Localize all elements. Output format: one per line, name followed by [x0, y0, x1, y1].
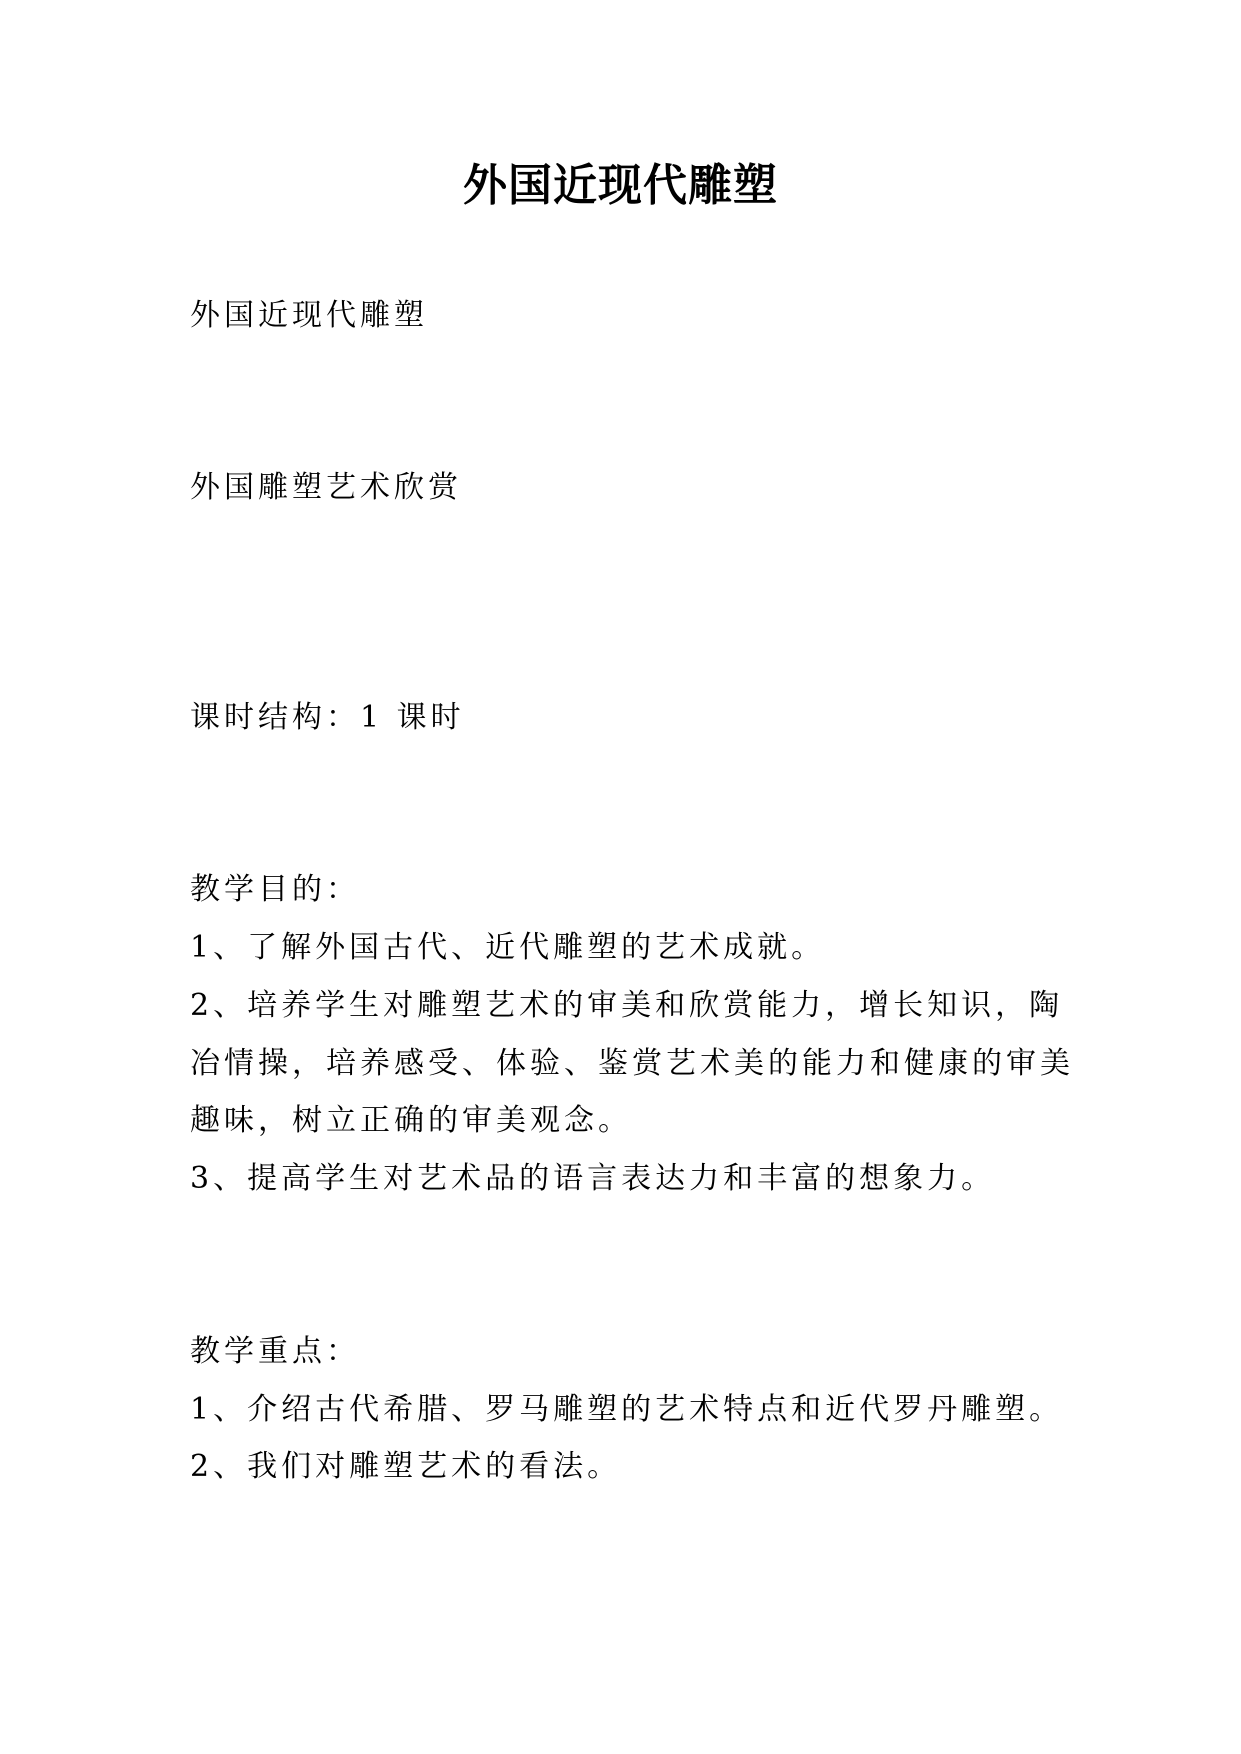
- objective-item: 冶情操，培养感受、体验、鉴赏艺术美的能力和健康的审美: [190, 1046, 1074, 1081]
- key-point-item: 2、我们对雕塑艺术的看法。: [190, 1449, 622, 1484]
- objective-item: 2、培养学生对雕塑艺术的审美和欣赏能力，增长知识，陶: [190, 988, 1064, 1023]
- page-title: 外国近现代雕塑: [463, 160, 778, 211]
- objective-item: 趣味，树立正确的审美观念。: [190, 1103, 632, 1138]
- key-points-heading: 教学重点：: [190, 1334, 360, 1369]
- document-subtitle: 外国近现代雕塑: [190, 298, 428, 333]
- topic-line: 外国雕塑艺术欣赏: [190, 470, 462, 505]
- objectives-heading: 教学目的：: [190, 872, 360, 907]
- objective-item: 1、了解外国古代、近代雕塑的艺术成就。: [190, 930, 826, 965]
- objective-item: 3、提高学生对艺术品的语言表达力和丰富的想象力。: [190, 1161, 996, 1196]
- key-point-item: 1、介绍古代希腊、罗马雕塑的艺术特点和近代罗丹雕塑。: [190, 1392, 1064, 1427]
- class-structure-line: 课时结构：1 课时: [190, 700, 465, 735]
